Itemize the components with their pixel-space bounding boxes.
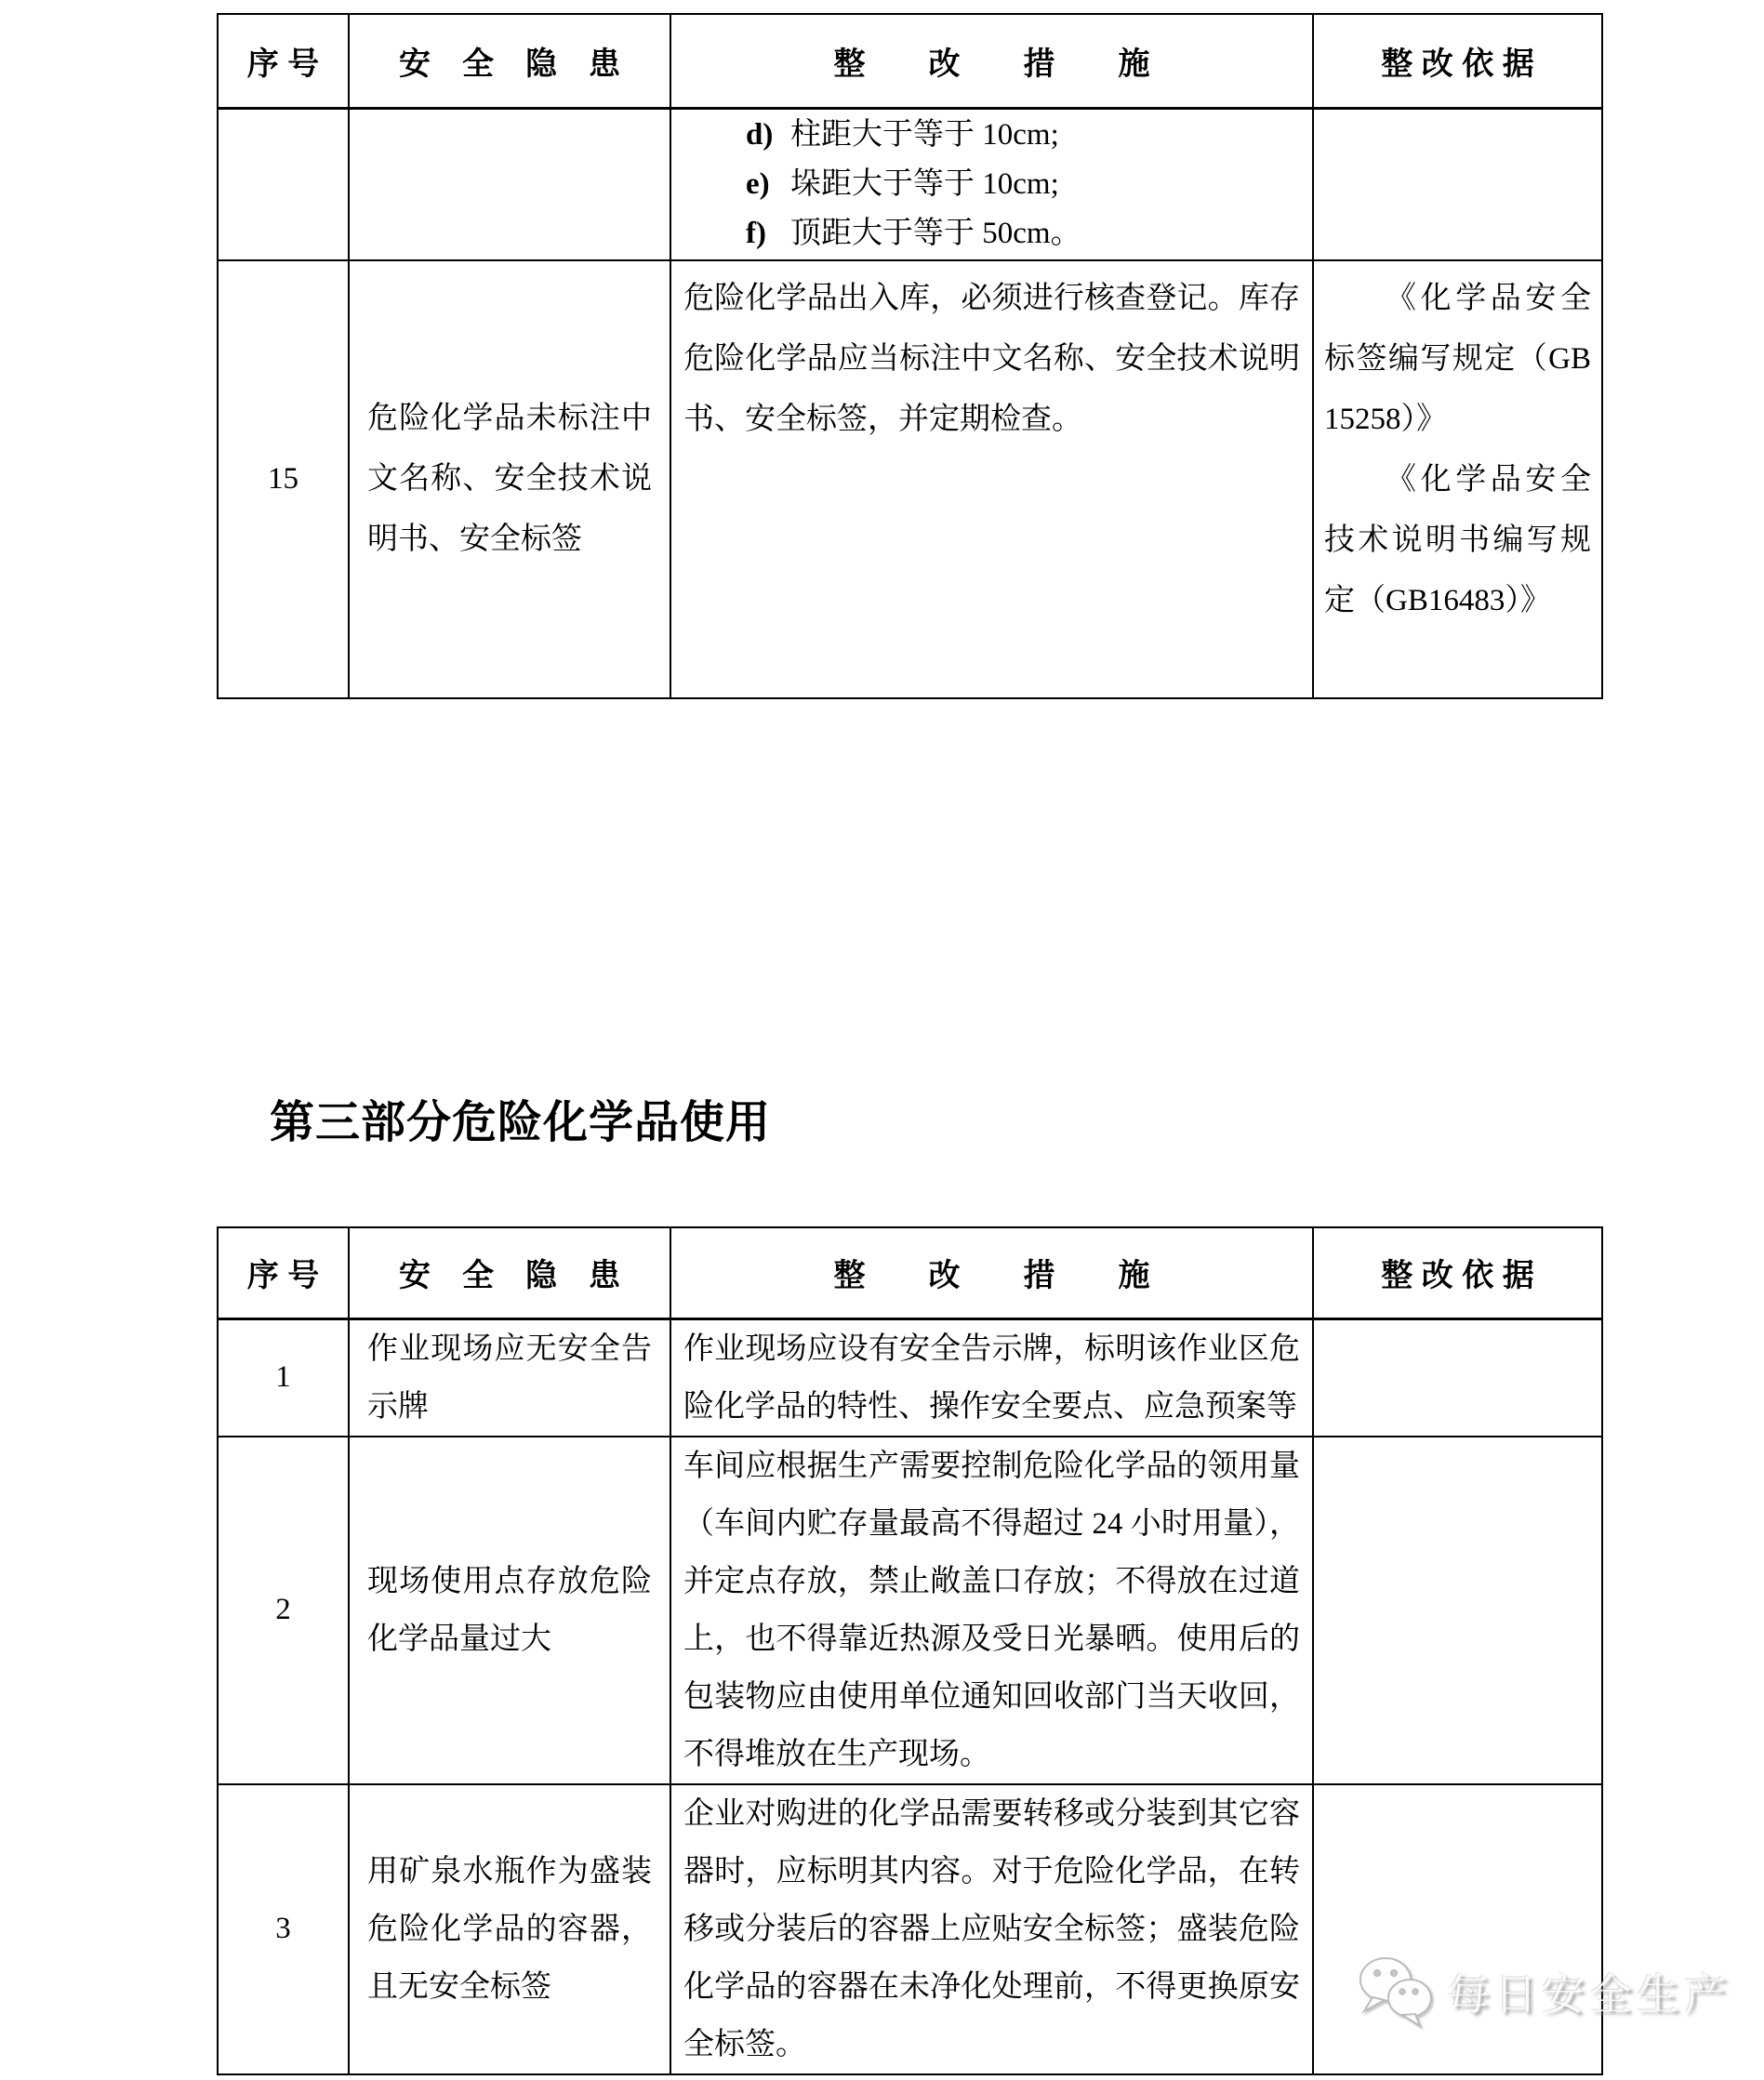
watermark-label: 每日安全生产 [1447,1970,1731,2019]
basis-cell [1313,108,1602,260]
hazard-rectification-table-part2 [217,13,1603,699]
table-header-row [218,14,1602,108]
measure-item [746,111,1311,160]
measures-cell: 危险化学品出入库，必须进行核查登记。库存危险化学品应当标注中文名称、安全技术说明书、安全标签，并定期检查。 [670,260,1313,698]
seq-cell: 15 [218,260,349,698]
hazard-cell: 现场使用点存放危险化学品量过大 [349,1437,670,1784]
table-row-2 [218,1437,1602,1784]
seq-cell: 3 [218,1784,349,2074]
measures-cell [670,108,1313,260]
table-row-1 [218,1318,1602,1437]
header-hazard [349,14,670,108]
basis-cell [1313,1318,1602,1437]
hazard-rectification-table-part3 [217,1226,1603,2075]
seq-cell: 2 [218,1437,349,1784]
measure-item-text: 垛距大于等于 10cm; [790,166,1059,201]
basis-reference: 《化学品安全标签编写规定（GB15258）》 [1324,281,1591,436]
wechat-icon [1356,1954,1439,2029]
header-measures [670,1227,1313,1318]
basis-reference: 《化学品安全技术说明书编写规定（GB16483）》 [1324,462,1591,617]
header-basis-label: 整改依据 [1381,46,1544,82]
seq-cell: 1 [218,1318,349,1437]
measures-cell: 作业现场应设有安全告示牌，标明该作业区危险化学品的特性、操作安全要点、应急预案等 [670,1318,1313,1437]
list-marker: e) [746,166,770,201]
measure-item [746,160,1311,209]
header-basis [1313,14,1602,108]
watermark [1356,1954,1731,2029]
header-measures [670,14,1313,108]
basis-cell [1313,260,1602,698]
header-basis-label: 整改依据 [1381,1259,1544,1294]
seq-cell [218,108,349,260]
table-row-15 [218,260,1602,698]
table-header-row [218,1227,1602,1318]
hazard-cell: 用矿泉水瓶作为盛装危险化学品的容器，且无安全标签 [349,1784,670,2074]
hazard-cell: 危险化学品未标注中文名称、安全技术说明书、安全标签 [349,260,670,698]
header-basis [1313,1227,1602,1318]
list-marker: f) [746,216,766,250]
table-row-continuation [218,108,1602,260]
hazard-cell [349,108,670,260]
section-title: 第三部分危险化学品使用 [270,1098,772,1147]
header-seq [218,1227,349,1318]
header-measures-label: 整改措施 [833,46,1214,82]
header-hazard-label: 安全隐患 [399,46,652,82]
header-measures-label: 整改措施 [833,1259,1214,1294]
basis-cell [1313,1784,1602,2074]
measure-item-text: 柱距大于等于 10cm; [790,117,1059,152]
hazard-cell: 作业现场应无安全告示牌 [349,1318,670,1437]
header-hazard [349,1227,670,1318]
header-seq-label: 序号 [246,46,328,82]
measures-cell: 车间应根据生产需要控制危险化学品的领用量（车间内贮存量最高不得超过 24 小时用量），并定点存放，禁止敞盖口存放；不得放在过道上，也不得靠近热源及受日光暴晒。使用后的包装物应由使用单位通知回收部门当天收回，不得堆放在生产现场。 [670,1437,1313,1784]
measure-item [746,209,1311,258]
measure-item-text: 顶距大于等于 50cm。 [790,216,1081,250]
table-row-3 [218,1784,1602,2074]
measures-cell: 企业对购进的化学品需要转移或分装到其它容器时，应标明其内容。对于危险化学品，在转移或分装后的容器上应贴安全标签；盛装危险化学品的容器在未净化处理前，不得更换原安全标签。 [670,1784,1313,2074]
basis-cell [1313,1437,1602,1784]
header-seq [218,14,349,108]
header-hazard-label: 安全隐患 [399,1259,652,1294]
list-marker: d) [746,117,774,152]
header-seq-label: 序号 [246,1259,328,1294]
